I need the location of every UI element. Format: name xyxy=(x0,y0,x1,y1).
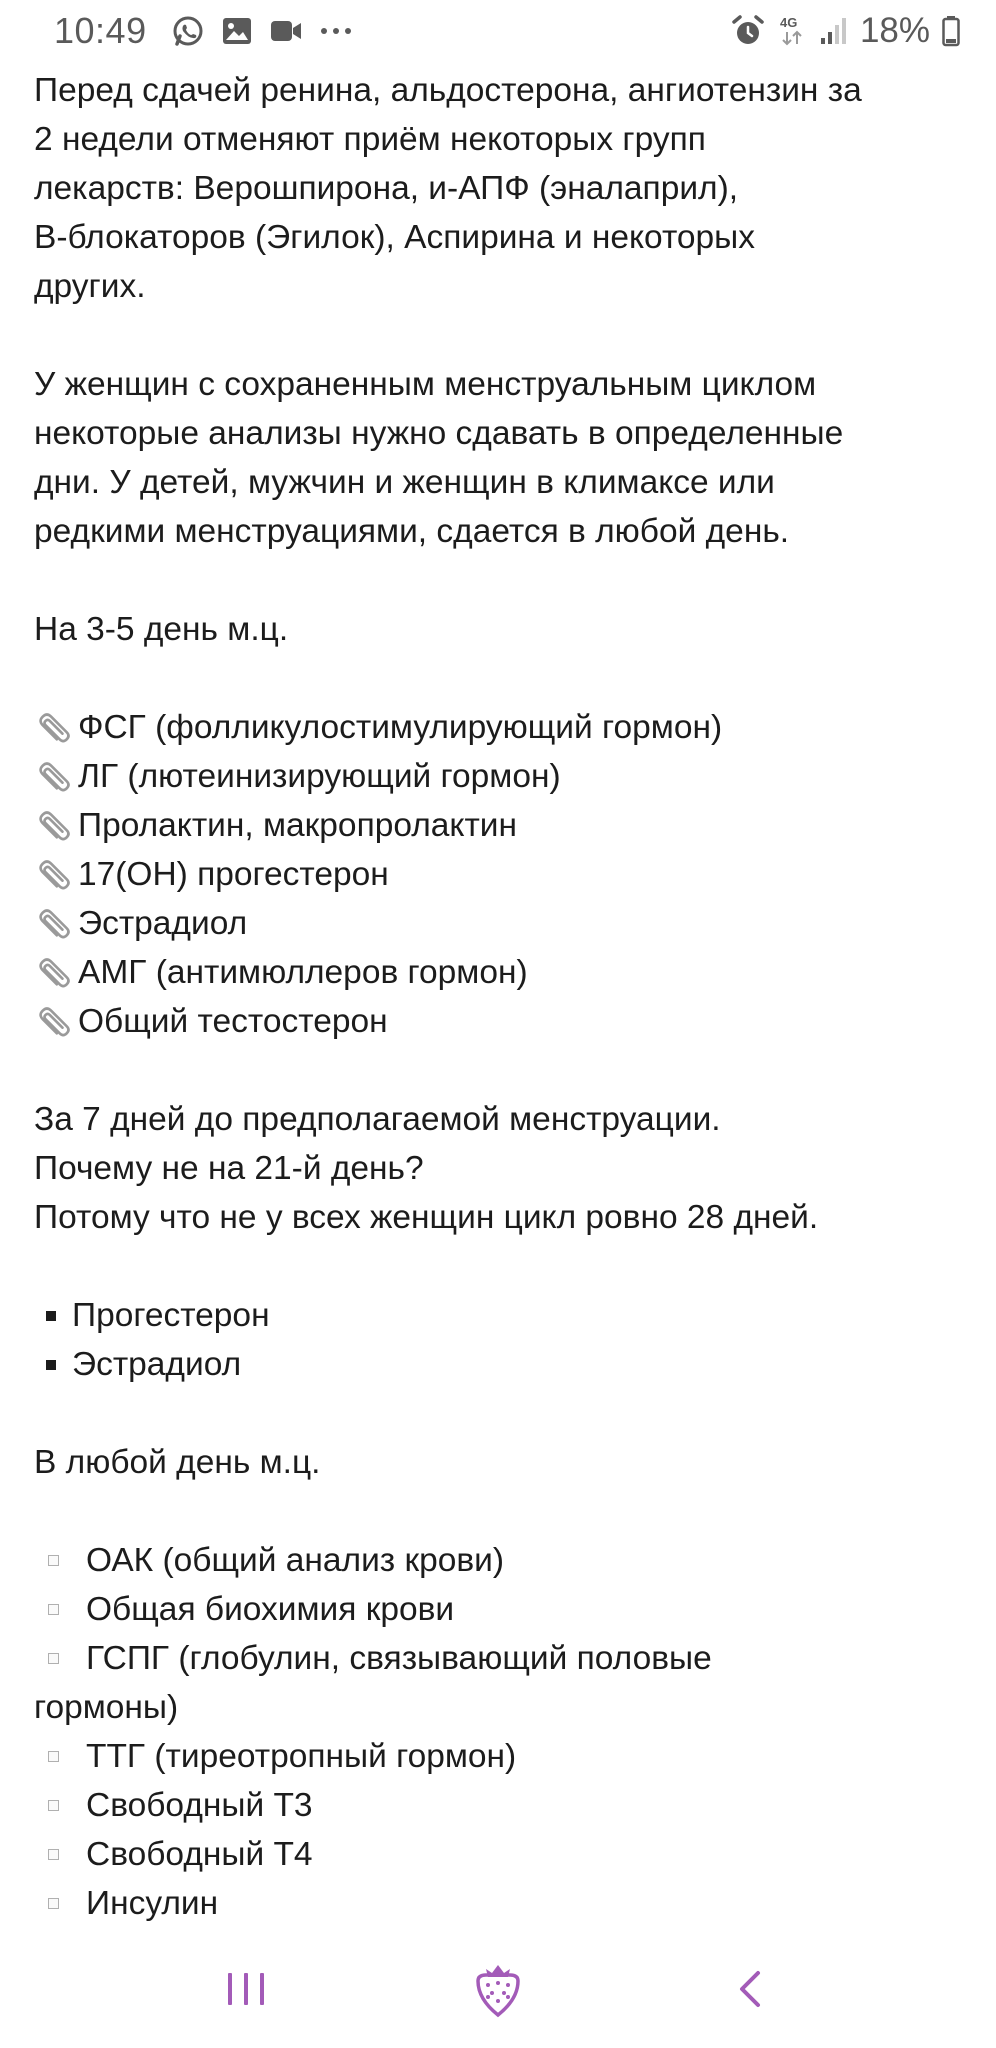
paperclip-icon xyxy=(34,801,78,850)
list-item-label: ГСПГ (глобулин, связывающий половые xyxy=(86,1640,712,1677)
checkbox-icon xyxy=(48,1604,59,1615)
blank-line xyxy=(34,1487,964,1536)
list-item-label: Пролактин, макропролактин xyxy=(78,807,518,844)
status-left xyxy=(54,10,353,52)
paperclip-icon xyxy=(34,948,78,997)
bullet-square-icon xyxy=(46,1311,56,1321)
list-item-label: Свободный Т4 xyxy=(86,1836,313,1873)
paperclip-icon xyxy=(34,752,78,801)
list-item-label: Общий тестостерон xyxy=(78,1003,388,1040)
home-strawberry-icon xyxy=(470,1959,526,2019)
paragraph-luteal-phase xyxy=(34,1095,964,1242)
battery-percent: 18% xyxy=(859,11,930,50)
list-item xyxy=(34,1732,964,1781)
signal-icon xyxy=(818,16,848,46)
section-heading-any-day: В любой день м.ц. xyxy=(34,1444,321,1481)
list-item xyxy=(34,1634,964,1732)
paperclip-icon xyxy=(34,703,78,752)
list-item xyxy=(34,1879,964,1928)
gallery-icon xyxy=(221,16,253,46)
blank-line xyxy=(34,1242,964,1291)
recent-apps-icon xyxy=(224,1969,268,2009)
list-item-label: ТТГ (тиреотропный гормон) xyxy=(86,1738,517,1775)
paragraph-medication-withdrawal xyxy=(34,66,964,311)
bullet-square-icon xyxy=(46,1360,56,1370)
list-luteal-phase xyxy=(34,1291,964,1389)
text-line: других. xyxy=(34,268,146,305)
text-line: дни. У детей, мужчин и женщин в климаксе или xyxy=(34,464,775,501)
list-item xyxy=(34,703,964,752)
list-item-label: ОАК (общий анализ крови) xyxy=(86,1542,505,1579)
whatsapp-icon xyxy=(171,14,205,48)
text-line: редкими менструациями, сдается в любой день. xyxy=(34,513,790,550)
list-item-label: АМГ (антимюллеров гормон) xyxy=(78,954,528,991)
paragraph-cycle-info xyxy=(34,360,964,556)
list-item xyxy=(34,899,964,948)
blank-line xyxy=(34,311,964,360)
checkbox-icon xyxy=(48,1653,59,1664)
list-item-label: 17(ОН) прогестерон xyxy=(78,856,389,893)
navigation-bar xyxy=(0,1930,996,2048)
blank-line xyxy=(34,654,964,703)
back-icon xyxy=(732,1967,768,2011)
list-any-day xyxy=(34,1536,964,1928)
status-bar xyxy=(0,0,996,62)
blank-line xyxy=(34,1389,964,1438)
checkbox-icon xyxy=(48,1898,59,1909)
alarm-icon xyxy=(730,13,766,49)
paperclip-icon xyxy=(34,899,78,948)
list-item xyxy=(34,1781,964,1830)
text-line: Потому что не у всех женщин цикл ровно 28 дней. xyxy=(34,1199,819,1236)
list-item xyxy=(34,1340,964,1389)
list-item-label: ЛГ (лютеинизирующий гормон) xyxy=(78,758,561,795)
text-line: некоторые анализы нужно сдавать в определенные xyxy=(34,415,844,452)
status-right xyxy=(730,11,960,51)
text-line: Почему не на 21-й день? xyxy=(34,1150,424,1187)
checkbox-icon xyxy=(48,1555,59,1566)
checkbox-icon xyxy=(48,1751,59,1762)
text-line: За 7 дней до предполагаемой менструации. xyxy=(34,1101,721,1138)
more-dots-icon xyxy=(319,26,353,36)
list-item xyxy=(34,850,964,899)
blank-line xyxy=(34,1046,964,1095)
paperclip-icon xyxy=(34,850,78,899)
list-item xyxy=(34,997,964,1046)
text-line: У женщин с сохраненным менструальным циклом xyxy=(34,366,817,403)
clock: 10:49 xyxy=(54,10,147,51)
list-item-label: Инсулин xyxy=(86,1885,219,1922)
list-item-label: Эстрадиол xyxy=(72,1346,242,1383)
network-4g-icon xyxy=(778,14,806,48)
note-content xyxy=(34,66,964,1928)
text-line: В-блокаторов (Эгилок), Аспирина и некоторых xyxy=(34,219,756,256)
list-item xyxy=(34,1536,964,1585)
back-button[interactable] xyxy=(690,1944,810,2034)
list-item xyxy=(34,1585,964,1634)
text-line: 2 недели отменяют приём некоторых групп xyxy=(34,121,706,158)
checkbox-icon xyxy=(48,1849,59,1860)
list-item xyxy=(34,752,964,801)
list-item-label: Прогестерон xyxy=(72,1297,270,1334)
home-button[interactable] xyxy=(438,1944,558,2034)
list-item-label: Свободный Т3 xyxy=(86,1787,313,1824)
checkbox-icon xyxy=(48,1800,59,1811)
list-item-label: ФСГ (фолликулостимулирующий гормон) xyxy=(78,709,723,746)
list-item-label: Общая биохимия крови xyxy=(86,1591,455,1628)
list-item xyxy=(34,948,964,997)
recent-apps-button[interactable] xyxy=(186,1944,306,2034)
list-day-3-5 xyxy=(34,703,964,1046)
list-item xyxy=(34,1830,964,1879)
video-icon xyxy=(269,18,303,44)
list-item xyxy=(34,1291,964,1340)
network-label: 4G xyxy=(779,15,798,30)
text-line: Перед сдачей ренина, альдостерона, ангиотензин за xyxy=(34,72,862,109)
list-item xyxy=(34,801,964,850)
paperclip-icon xyxy=(34,997,78,1046)
list-item-label-continued: гормоны) xyxy=(34,1689,179,1726)
battery-icon xyxy=(942,15,960,47)
blank-line xyxy=(34,556,964,605)
section-heading-day-3-5: На 3-5 день м.ц. xyxy=(34,611,289,648)
list-item-label: Эстрадиол xyxy=(78,905,248,942)
text-line: лекарств: Верошпирона, и-АПФ (эналаприл), xyxy=(34,170,739,207)
